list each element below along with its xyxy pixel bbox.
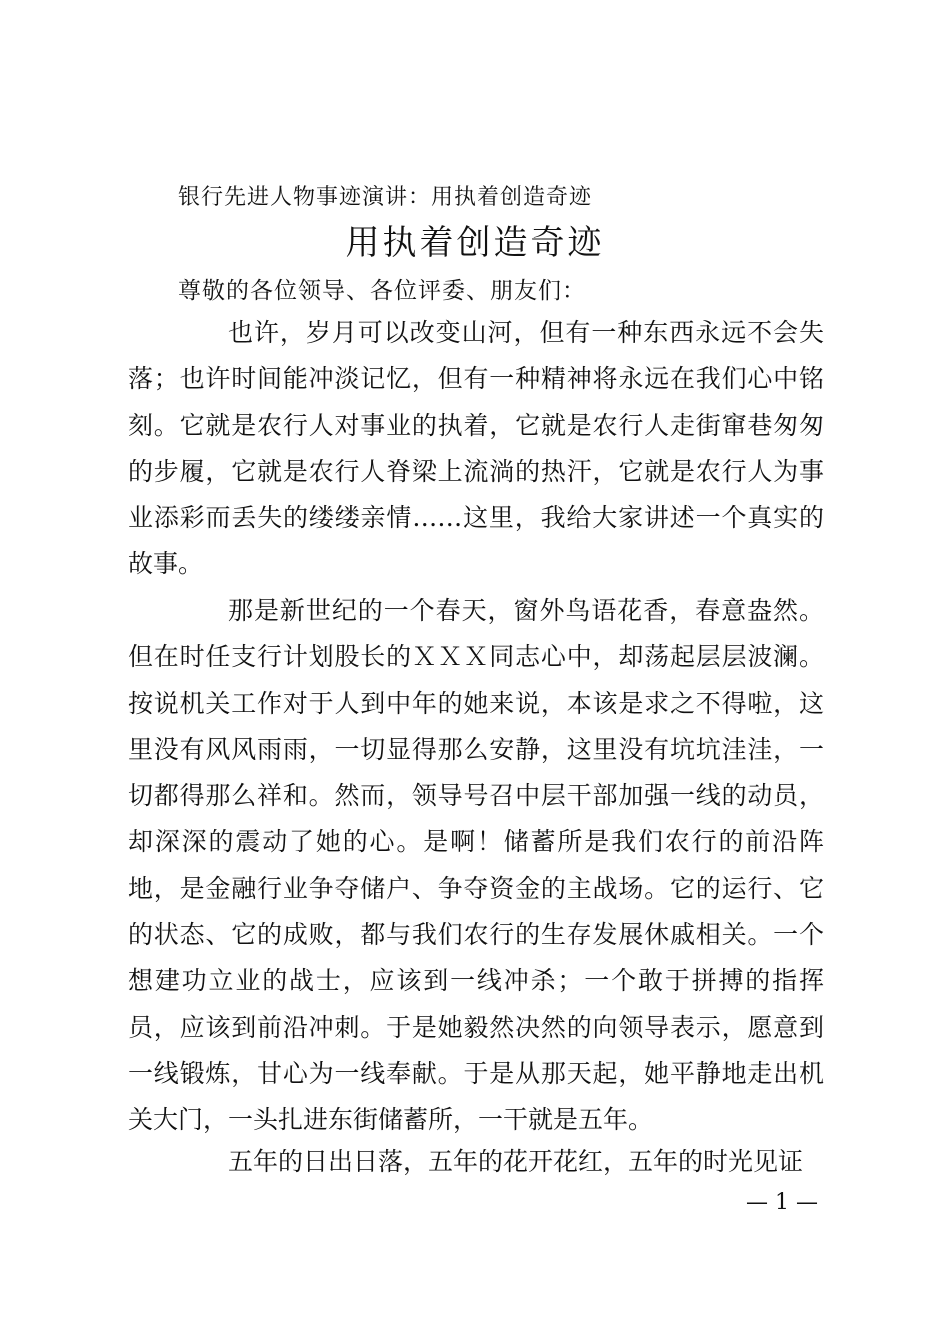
document-header-label: 银行先进人物事迹演讲：用执着创造奇迹 (178, 185, 593, 210)
body-paragraph-3: 五年的日出日落，五年的花开花红，五年的时光见证 (228, 1147, 804, 1176)
body-paragraph-2: 那是新世纪的一个春天，窗外鸟语花香，春意盎然。但在时任支行计划股长的ＸＸＸ同志心中，却荡起层层波澜。按说机关工作对于人到中年的她来说，本该是求之不得啦，这里没有风风雨雨，一切显得那么安静，这里没有坑坑洼洼，一切都得那么祥和。然而，领导号召中层干部加强一线的动员，却深深的震动了她的心。是啊！储蓄所是我们农行的前沿阵地，是金融行业争夺储户、争夺资金的主战场。它的运行、它的状态、它的成败，都与我们农行的生存发展休戚相关。一个想建功立业的战士，应该到一线冲杀；一个敢于拼搏的指挥员，应该到前沿冲刺。于是她毅然决然的向领导表示，愿意到一线锻炼，甘心为一线奉献。于是从那天起，她平静地走出机关大门，一头扎进东街储蓄所，一干就是五年。 (128, 596, 824, 1135)
salutation-line: 尊敬的各位领导、各位评委、朋友们： (178, 278, 586, 304)
page-number: — 1 — (746, 1190, 818, 1215)
body-paragraph-1: 也许，岁月可以改变山河，但有一种东西永远不会失落；也许时间能冲淡记忆，但有一种精神将永远在我们心中铭刻。它就是农行人对事业的执着，它就是农行人走街窜巷匆匆的步履，它就是农行人脊梁上流淌的热汗，它就是农行人为事业添彩而丢失的缕缕亲情……这里，我给大家讲述一个真实的故事。 (128, 318, 824, 579)
document-title: 用执着创造奇迹 (345, 223, 605, 263)
